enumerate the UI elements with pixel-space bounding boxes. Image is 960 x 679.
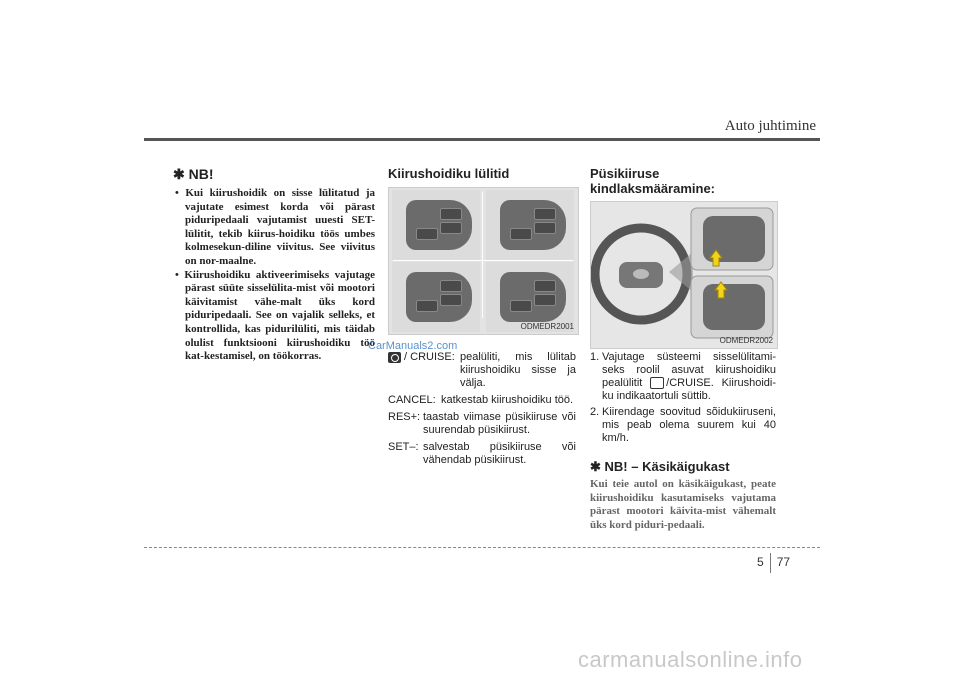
step-text: Vajutage süsteemi sisselülitami-seks roolil asuvat kiirushoidiku pealülitit	[602, 351, 776, 389]
definition-row	[388, 411, 576, 437]
switches-figure	[388, 187, 579, 335]
definition-row	[388, 351, 576, 390]
watermark-text: carmanualsonline.info	[578, 647, 803, 672]
chapter-number: 5	[757, 555, 764, 570]
definition-row	[388, 441, 576, 467]
step-text: /CRUISE. Kiirushoidi-ku indikaatortuli süttib.	[602, 377, 776, 402]
note-heading	[173, 166, 375, 183]
steering-wheel-figure	[590, 201, 778, 349]
section-title: Auto juhtimine	[724, 118, 816, 134]
definition-row	[388, 394, 576, 407]
definition-desc: taastab viimase püsikiiruse või suurendab püsikiirust.	[423, 411, 576, 436]
figure-code: ODMEDR2001	[520, 322, 574, 331]
switch-illustration	[486, 190, 574, 260]
page-number-value: 77	[776, 555, 791, 570]
page-number	[757, 553, 790, 573]
note-title: NB! – Käsikäigukast	[604, 459, 730, 474]
set-speed-steps	[590, 351, 776, 448]
switch-definitions	[388, 351, 576, 471]
definition-term: SET–:	[388, 441, 419, 453]
watermark-link[interactable]: CarManuals2.com	[368, 340, 458, 352]
steering-wheel-illustration	[591, 202, 777, 348]
footer-rule	[144, 547, 820, 548]
list-item	[590, 406, 776, 445]
list-item	[590, 351, 776, 403]
bullet-text: Kui kiirushoidik on sisse lülitatud ja vajutate esimest korda või pärast piduripedaali vajutamist uuesti SET-lülitit, tekib kiirus-hoidiku töös umbes kolmesekun-diline viivitus. See viivitus on nor-maalne.	[185, 187, 375, 267]
definition-term: CANCEL:	[388, 394, 436, 406]
manual-note-text: Kui teie autol on käsikäigukast, peate kiirushoidiku kasutamiseks vajutama pärast mootori käivita-mist vähemalt üks kord piduri-pedaali.	[590, 478, 776, 531]
step-number: 1.	[590, 351, 600, 363]
star-icon: ✱	[173, 166, 185, 182]
definition-desc: katkestab kiirushoidiku töö.	[441, 394, 574, 406]
star-icon: ✱	[590, 459, 601, 474]
definition-term: RES+:	[388, 411, 421, 423]
set-speed-heading-line2: kindlaksmääramine:	[590, 181, 716, 196]
switch-illustration	[392, 190, 480, 260]
column-right	[590, 166, 776, 196]
definition-desc: pealüliti, mis lülitab kiirushoidiku sisse ja välja.	[460, 351, 576, 389]
definition-term: / CRUISE:	[401, 351, 455, 363]
switch-illustration	[392, 262, 480, 332]
manual-note-heading	[590, 459, 730, 475]
bullet-text: Kiirushoidiku aktiveerimiseks vajutage pärast süüte sisselülita-mist või mootori käivitamist vähe-malt üks kord piduripedaali. See on vajalik selleks, et kontrollida, kas pidurilüliti, mis täidab olulist funktsiooni kiirushoidiku töö kat-kestamisel, on töökorras.	[184, 268, 375, 363]
column-left	[173, 166, 375, 364]
definition-desc: salvestab püsikiiruse või vähendab püsikiirust.	[423, 441, 576, 466]
header-rule	[144, 138, 820, 141]
step-text: Kiirendage soovitud sõidukiiruseni, mis peab olema suurem kui 40 km/h.	[602, 406, 776, 444]
step-number: 2.	[590, 406, 600, 418]
list-item: • Kui kiirushoidik on sisse lülitatud ja vajutate esimest korda või pärast piduripedaali vajutamist uuesti SET-lülitit, tekib kiirus-hoidiku töös umbes kolmesekun-diline viivitus. See viivitus on nor-maalne.	[175, 187, 375, 267]
set-speed-heading-line1: Püsikiiruse	[590, 166, 660, 181]
switches-heading: Kiirushoidiku lülitid	[388, 166, 510, 181]
cruise-main-switch-icon	[650, 377, 664, 389]
cruise-main-switch-icon	[388, 352, 401, 363]
note-bullet-list	[173, 187, 375, 364]
figure-code: ODMEDR2002	[719, 336, 773, 345]
note-title: NB!	[188, 166, 214, 182]
column-middle	[388, 166, 576, 181]
list-item: • Kiirushoidiku aktiveerimiseks vajutage pärast süüte sisselülita-mist või mootori käivitamist vähe-malt üks kord piduripedaali. See on vajalik selleks, et kontrollida, kas pidurilüliti, mis täidab olulist funktsiooni kiirushoidiku töö kat-kestamisel, on töökorras.	[175, 268, 375, 363]
